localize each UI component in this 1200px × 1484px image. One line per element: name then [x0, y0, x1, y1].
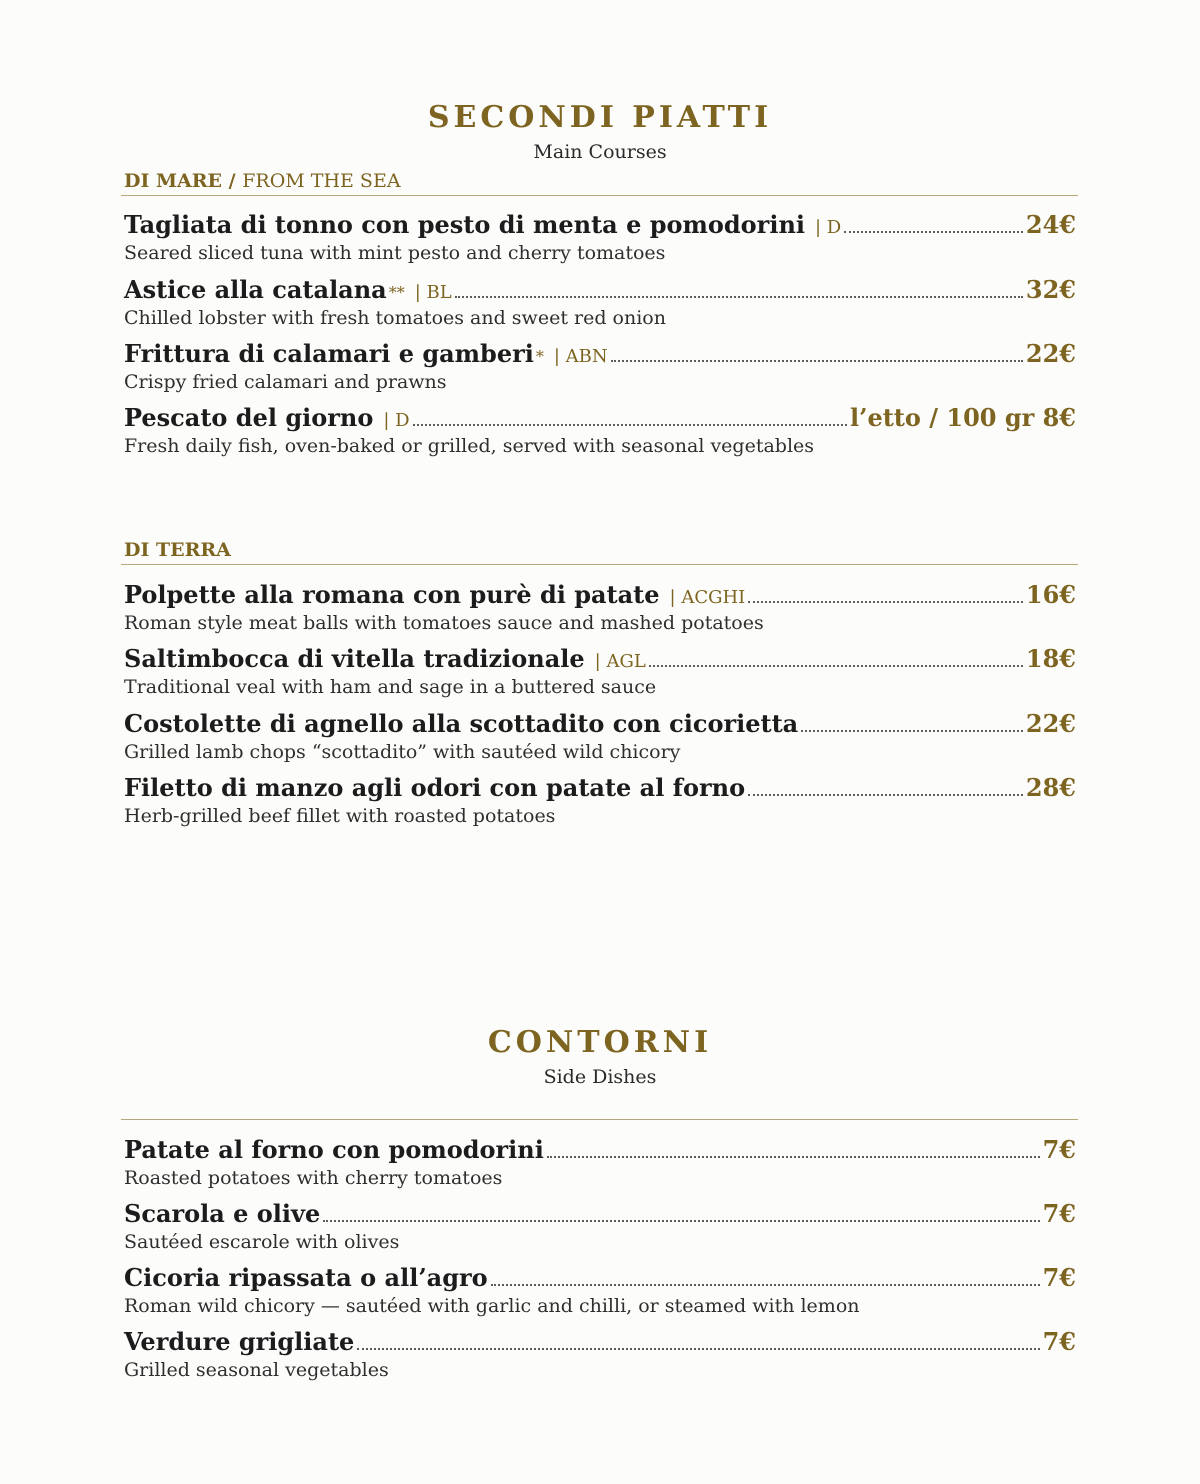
item-description: Crispy fried calamari and prawns — [124, 371, 447, 393]
dot-leader — [491, 1280, 1040, 1286]
item-note-mark: * — [535, 347, 544, 366]
item-price: 22€ — [1025, 339, 1076, 368]
section-label-sea-it: DI MARE / — [124, 170, 236, 192]
item-allergens: | AGL — [594, 651, 646, 672]
menu-item — [124, 403, 1076, 457]
dot-leader — [801, 726, 1023, 732]
item-price: 7€ — [1042, 1263, 1076, 1292]
section-divider — [121, 1119, 1078, 1120]
menu-item — [124, 1263, 1076, 1317]
section-label-sea — [124, 170, 401, 192]
section-label-sea-en: FROM THE SEA — [242, 170, 401, 192]
secondi-subtitle: Main Courses — [533, 141, 667, 163]
item-price: 18€ — [1025, 644, 1076, 673]
menu-item — [124, 1199, 1076, 1253]
menu-item — [124, 709, 1076, 763]
menu-item — [124, 1327, 1076, 1381]
dot-leader — [611, 356, 1023, 362]
item-price: 7€ — [1042, 1327, 1076, 1356]
item-name: Costolette di agnello alla scottadito con cicorietta — [124, 709, 799, 738]
dot-leader — [455, 292, 1023, 298]
item-name: Patate al forno con pomodorini — [124, 1135, 544, 1164]
dot-leader — [357, 1344, 1039, 1350]
item-name: Scarola e olive — [124, 1199, 321, 1228]
menu-item — [124, 210, 1076, 264]
dot-leader — [323, 1216, 1039, 1222]
menu-item — [124, 644, 1076, 698]
dot-leader — [547, 1152, 1040, 1158]
menu-item — [124, 773, 1076, 827]
menu-item — [124, 1135, 1076, 1189]
item-allergens: | ABN — [553, 346, 608, 367]
dot-leader — [748, 790, 1023, 796]
section-divider — [121, 195, 1078, 196]
dot-leader — [844, 227, 1023, 233]
menu-item — [124, 275, 1076, 329]
item-description: Sautéed escarole with olives — [124, 1231, 400, 1253]
item-description: Seared sliced tuna with mint pesto and cherry tomatoes — [124, 242, 666, 264]
item-description: Roman wild chicory — sautéed with garlic and chilli, or steamed with lemon — [124, 1295, 860, 1317]
dot-leader — [748, 597, 1023, 603]
item-description: Herb-grilled beef fillet with roasted potatoes — [124, 805, 556, 827]
item-price: l’etto / 100 gr 8€ — [849, 403, 1076, 432]
dot-leader — [413, 420, 847, 426]
item-name: Pescato del giorno — [124, 403, 374, 432]
item-name: Filetto di manzo agli odori con patate al forno — [124, 773, 746, 802]
item-description: Grilled lamb chops “scottadito” with sautéed wild chicory — [124, 741, 681, 763]
item-price: 22€ — [1025, 709, 1076, 738]
item-name: Verdure grigliate — [124, 1327, 355, 1356]
contorni-title: CONTORNI — [487, 1025, 713, 1060]
item-description: Chilled lobster with fresh tomatoes and sweet red onion — [124, 307, 666, 329]
item-allergens: | ACGHI — [669, 587, 746, 608]
item-name: Saltimbocca di vitella tradizionale — [124, 644, 585, 673]
item-price: 16€ — [1025, 580, 1076, 609]
item-price: 28€ — [1025, 773, 1076, 802]
menu-item — [124, 580, 1076, 634]
contorni-subtitle: Side Dishes — [543, 1066, 657, 1088]
item-allergens: | D — [383, 410, 410, 431]
item-description: Fresh daily fish, oven-baked or grilled, served with seasonal vegetables — [124, 435, 815, 457]
item-price: 32€ — [1025, 275, 1076, 304]
item-name: Tagliata di tonno con pesto di menta e pomodorini — [124, 210, 806, 239]
item-allergens: | D — [815, 217, 842, 238]
secondi-title: SECONDI PIATTI — [427, 100, 773, 135]
item-name: Frittura di calamari e gamberi — [124, 339, 534, 368]
item-description: Roasted potatoes with cherry tomatoes — [124, 1167, 503, 1189]
item-allergens: | BL — [414, 282, 452, 303]
dot-leader — [649, 661, 1023, 667]
section-label-land: DI TERRA — [124, 539, 231, 561]
item-name: Astice alla catalana — [124, 275, 387, 304]
item-price: 7€ — [1042, 1135, 1076, 1164]
item-description: Grilled seasonal vegetables — [124, 1359, 389, 1381]
section-divider — [121, 564, 1078, 565]
item-note-mark: ** — [388, 283, 405, 302]
item-description: Traditional veal with ham and sage in a buttered sauce — [124, 676, 657, 698]
item-description: Roman style meat balls with tomatoes sauce and mashed potatoes — [124, 612, 764, 634]
menu-item — [124, 339, 1076, 393]
item-price: 24€ — [1025, 210, 1076, 239]
item-price: 7€ — [1042, 1199, 1076, 1228]
item-name: Cicoria ripassata o all’agro — [124, 1263, 488, 1292]
item-name: Polpette alla romana con purè di patate — [124, 580, 660, 609]
